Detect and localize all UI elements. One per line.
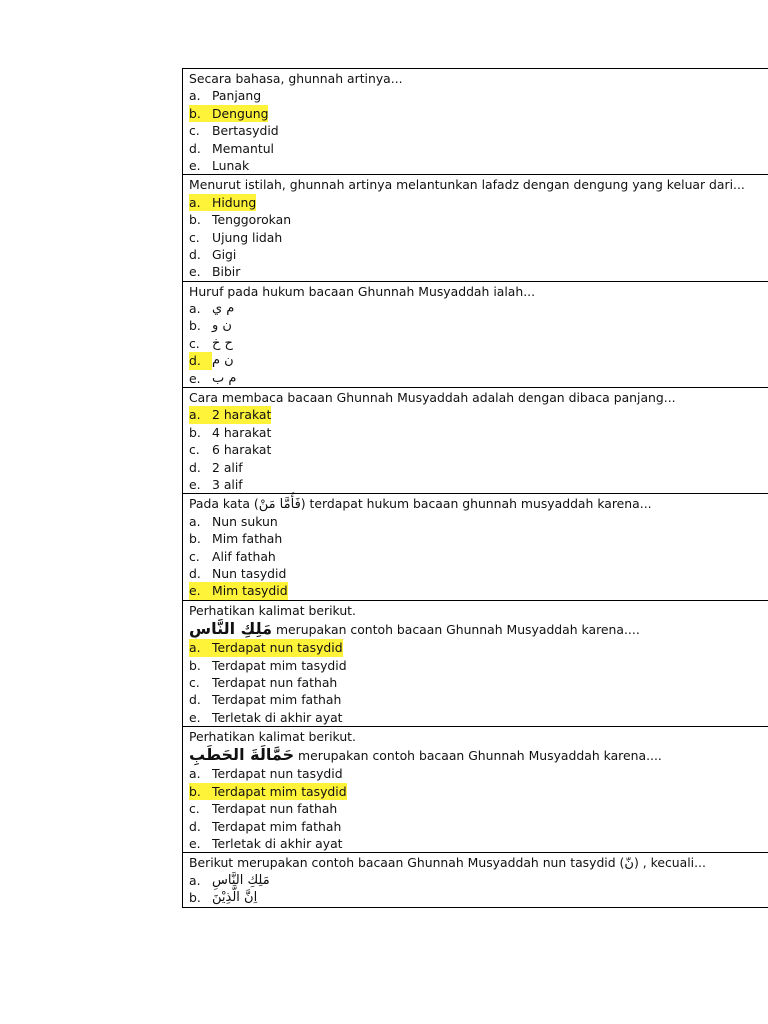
option-b: b. Terdapat mim tasydid — [189, 657, 347, 673]
option-a: a. Panjang — [189, 88, 262, 104]
option-e: e. 3 alif — [189, 476, 243, 492]
option-e: e. Terletak di akhir ayat — [189, 709, 343, 725]
question-2 — [183, 175, 768, 281]
question-prompt: Cara membaca bacaan Ghunnah Musyaddah adalah dengan dibaca panjang... — [189, 390, 676, 406]
option-a-highlighted: a. Hidung — [189, 194, 257, 210]
option-d: d. Terdapat mim fathah — [189, 818, 342, 834]
option-b-highlighted: b. Dengung — [189, 105, 269, 121]
option-c: c. Ujung lidah — [189, 229, 283, 245]
option-c: c. Alif fathah — [189, 548, 276, 564]
arabic-phrase: فَأَمَّا مَنْ — [258, 497, 301, 513]
question-8 — [183, 853, 768, 907]
option-b: b. ن و — [189, 318, 232, 334]
option-c: c. ح خ — [189, 335, 233, 351]
option-c: c. Terdapat nun fathah — [189, 674, 338, 690]
option-e: e. Bibir — [189, 264, 241, 280]
arabic-phrase: مَلِكِ النَّاسِ — [189, 619, 273, 639]
quiz-table — [182, 68, 768, 908]
question-prompt: Menurut istilah, ghunnah artinya melantunkan lafadz dengan dengung yang keluar dari... — [189, 177, 745, 193]
question-prompt: Huruf pada hukum bacaan Ghunnah Musyaddah ialah... — [189, 283, 536, 299]
option-e: e. Terletak di akhir ayat — [189, 836, 343, 852]
question-prompt: Berikut merupakan contoh bacaan Ghunnah Musyaddah nun tasydid (نّ) , kecuali... — [189, 855, 706, 872]
question-example: مَلِكِ النَّاسِ merupakan contoh bacaan Ghunnah Musyaddah karena.... — [189, 619, 640, 639]
option-a: a. مَلِكِ النَّاسِ — [189, 872, 270, 888]
option-a-highlighted: a. Terdapat nun tasydid — [189, 640, 343, 656]
question-5 — [183, 494, 768, 600]
option-b: b. اِنَّ الَّذِيْنَ — [189, 890, 258, 906]
option-b: b. 4 harakat — [189, 424, 272, 440]
option-b: b. Tenggorokan — [189, 212, 292, 228]
option-d: d. Memantul — [189, 140, 274, 156]
question-example: حَمَّالَةَ الحَطَبِ merupakan contoh bacaan Ghunnah Musyaddah karena.... — [189, 745, 662, 765]
question-prompt: Secara bahasa, ghunnah artinya... — [189, 71, 403, 86]
arabic-letter: نّ — [624, 856, 634, 872]
option-e: e. م ب — [189, 370, 237, 386]
option-c: c. Terdapat nun fathah — [189, 801, 338, 817]
arabic-phrase: حَمَّالَةَ الحَطَبِ — [189, 745, 295, 765]
option-d: d. Terdapat mim fathah — [189, 692, 342, 708]
option-a-highlighted: a. 2 harakat — [189, 407, 272, 423]
option-b-highlighted: b. Terdapat mim tasydid — [189, 783, 347, 799]
option-b: b. Mim fathah — [189, 531, 283, 547]
option-d-highlighted: d. ن م — [189, 353, 234, 369]
option-d: d. Nun tasydid — [189, 565, 287, 581]
question-prompt: Perhatikan kalimat berikut. — [189, 602, 356, 618]
question-1 — [183, 69, 768, 175]
question-6 — [183, 601, 768, 727]
question-7 — [183, 727, 768, 853]
option-d: d. Gigi — [189, 246, 237, 262]
question-prompt: Pada kata (فَأَمَّا مَنْ) terdapat hukum bacaan ghunnah musyaddah karena... — [189, 496, 652, 513]
question-4 — [183, 388, 768, 494]
question-3 — [183, 282, 768, 388]
option-c: c. Bertasydid — [189, 123, 279, 139]
option-c: c. 6 harakat — [189, 442, 272, 458]
option-a: a. Terdapat nun tasydid — [189, 766, 343, 782]
option-d: d. 2 alif — [189, 459, 243, 475]
option-e-highlighted: e. Mim tasydid — [189, 583, 288, 599]
question-prompt: Perhatikan kalimat berikut. — [189, 729, 356, 745]
option-a: a. م ي — [189, 301, 235, 317]
option-e: e. Lunak — [189, 157, 250, 173]
option-a: a. Nun sukun — [189, 513, 278, 529]
